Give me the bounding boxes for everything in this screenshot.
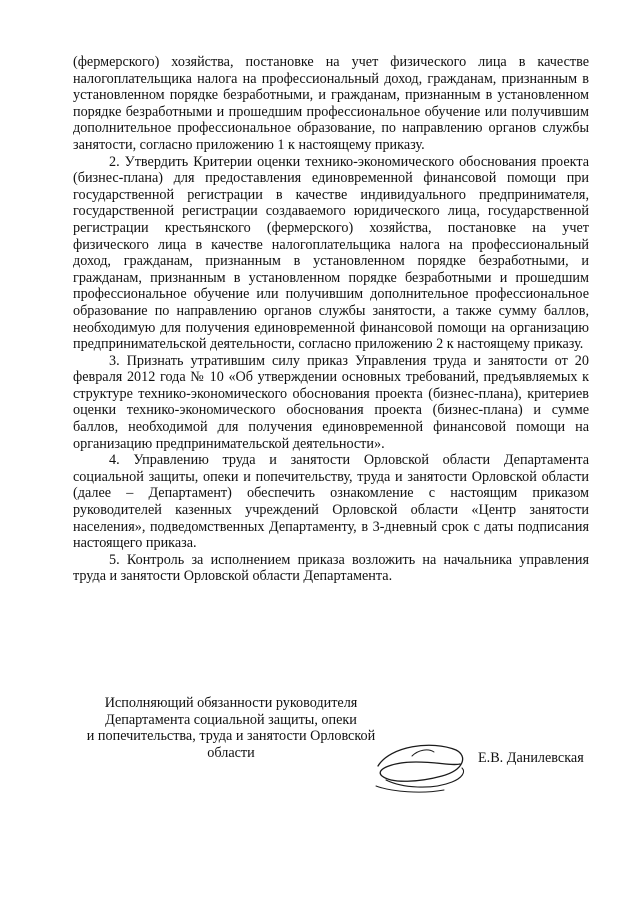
paragraph-item-3: 3. Признать утратившим силу приказ Управления труда и занятости от 20 февраля 2012 года № 10 «Об утверждении основных требований, предъявляемых к структуре технико-экономического обоснования проекта (бизнес-плана), критериев оценки технико-экономического обоснования проекта (бизнес-плана) и сумме баллов, необходимой для получения единовременной финансовой помощи на организацию предпринимательской деятельности».: [73, 352, 589, 452]
position-line: и попечительства, труда и занятости Орловской: [86, 728, 376, 745]
paragraph-continuation: (фермерского) хозяйства, постановке на учет физического лица в качестве налогоплательщика налога на профессиональный доход, гражданам, признанным в установленном порядке безработными, и гражданам, признанным в установленном порядке безработными и прошедшим профессиональное обучение или получившим дополнительное профессиональное образование, по направлению органов службы занятости, согласно приложению 1 к настоящему приказу.: [73, 54, 589, 153]
document-body: [73, 54, 589, 585]
paragraph-item-4: 4. Управлению труда и занятости Орловской области Департамента социальной защиты, опеки и попечительству, труда и занятости Орловской области (далее – Департамент) обеспечить ознакомление с настоящим приказом руководителей казенных учреждений Орловской области «Центр занятости населения», подведомственных Департаменту, в 3-дневный срок с даты подписания настоящего приказа.: [73, 452, 589, 552]
position-line: Департамента социальной защиты, опеки: [105, 711, 357, 728]
signatory-position: [70, 695, 392, 761]
handwritten-signature: [372, 736, 472, 796]
signatory-name: Е.В. Данилевская: [478, 750, 584, 766]
paragraph-item-2: 2. Утвердить Критерии оценки технико-экономического обоснования проекта (бизнес-плана) для предоставления единовременной финансовой помощи при государственной регистрации в качестве индивидуального предпринимателя, государственной регистрации создаваемого юридического лица, государственной регистрации крестьянского (фермерского) хозяйства, постановке на учет физического лица в качестве налогоплательщика налога на профессиональный доход, гражданам, признанным в установленном порядке безработными, и гражданам, признанным в установленном порядке безработными и прошедшим профессиональное обучение или получившим дополнительное профессиональное образование по направлению органов службы занятости, а также сумму баллов, необходимую для получения единовременной финансовой помощи на организацию предпринимательской деятельности, согласно приложению 2 к настоящему приказу.: [73, 153, 589, 353]
position-line: области: [207, 744, 255, 761]
paragraph-item-5: 5. Контроль за исполнением приказа возложить на начальника управления труда и занятости Орловской области Департамента.: [73, 551, 589, 585]
position-line: Исполняющий обязанности руководителя: [104, 695, 358, 711]
